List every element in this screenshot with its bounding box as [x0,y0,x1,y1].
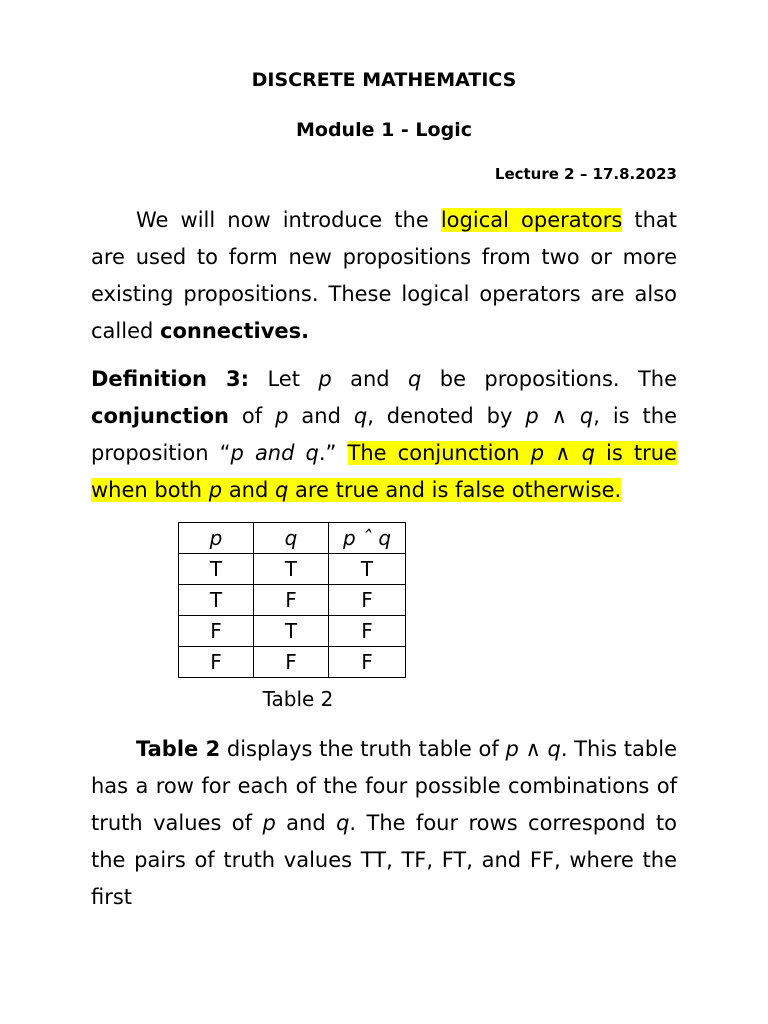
definition-paragraph [91,361,677,509]
table-cell: F [329,616,406,647]
header-cell-p-and-q: p ˆ q [329,523,406,554]
table-header-row [179,523,406,554]
header-cell-q: q [254,523,329,554]
quoted-proposition: p and q [230,441,319,465]
var-p: p [318,367,332,391]
table-cell: F [179,616,254,647]
explanation-text: displays the truth table of [220,737,506,761]
table-cell: T [254,616,329,647]
var-p: p [208,478,223,502]
intro-text-2: that are used to form new propositions from two or more existing propositions. These logical operators are also called [91,208,678,343]
conjunction-expression: p ∧ q [530,441,595,465]
definition-text: and [331,367,409,391]
conjunction-expression: p ∧ q [525,404,594,428]
definition-text: , denoted by [367,404,526,428]
logical-operators-highlight: logical operators [440,208,623,232]
document-title: DISCRETE MATHEMATICS [251,69,517,91]
explanation-text: and [275,811,337,835]
table-cell: T [179,585,254,616]
highlight-text: and [222,478,275,502]
var-q: q [408,367,422,391]
var-p: p [275,404,289,428]
table-cell: F [254,647,329,678]
var-q: q [275,478,289,502]
definition-text: and [288,404,354,428]
table-cell: F [329,647,406,678]
explanation-paragraph [91,731,677,916]
table-cell: T [329,554,406,585]
definition-text: be propositions. The [421,367,678,391]
conjunction-term: conjunction [91,404,229,428]
table-row [179,554,406,585]
truth-table [178,522,406,678]
definition-text: of [229,404,276,428]
table-caption: Table 2 [262,687,334,711]
definition-text: , is the proposition “ [91,404,678,465]
header-cell-p: p [179,523,254,554]
module-heading: Module 1 - Logic [296,119,472,141]
table-row [179,616,406,647]
table-cell: F [179,647,254,678]
var-q: q [353,404,368,428]
table-row [179,647,406,678]
table-reference: Table 2 [136,737,221,761]
connectives-term: connectives. [160,319,310,343]
var-q: q [336,811,350,835]
intro-text-1: We will now introduce the [136,208,441,232]
table-cell: T [254,554,329,585]
explanation-text: . This table has a row for each of the four possible combinations of truth values of [91,737,677,835]
table-cell: F [329,585,406,616]
explanation-text: . The four rows correspond to the pairs of truth values TT, TF, FT, and FF, where the first [91,811,678,909]
lecture-date: Lecture 2 – 17.8.2023 [494,165,677,183]
table-cell: T [179,554,254,585]
highlight-text: are true and is false otherwise. [288,478,622,502]
var-p: p [262,811,276,835]
definition-text: Let [249,367,319,391]
highlight-text: is true when both [91,441,677,502]
conjunction-expression: p ∧ q [505,737,561,761]
highlight-text: The conjunction [347,441,531,465]
intro-paragraph [91,202,677,350]
definition-label: Definition 3: [91,367,250,391]
table-row [179,585,406,616]
table-cell: F [254,585,329,616]
definition-text: .” [318,441,348,465]
